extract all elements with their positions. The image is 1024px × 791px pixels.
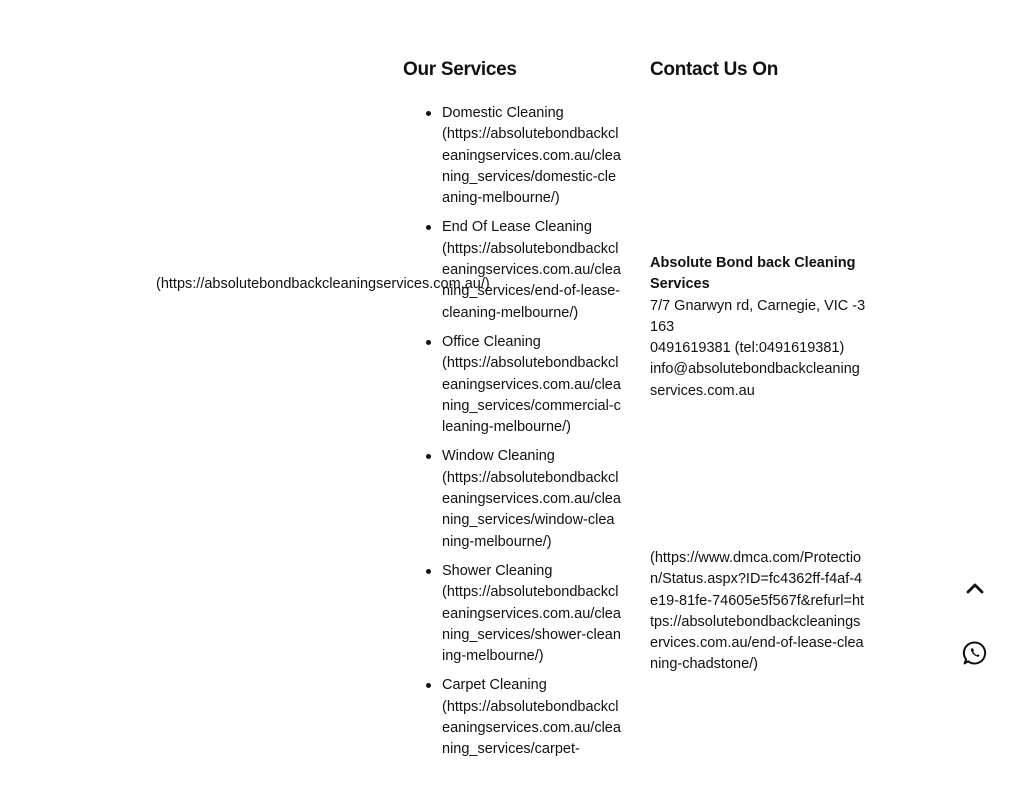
business-name: Absolute Bond back Cleaning Services xyxy=(650,255,856,293)
service-url[interactable]: (https://absolutebondbackcleaningservices.com.au/cleaning_services/commercial-cleaning-melbourne/) xyxy=(442,355,621,436)
service-name[interactable]: Window Cleaning xyxy=(442,448,555,465)
email-link[interactable]: info@absolutebondbackcleaningservices.com.au xyxy=(650,361,860,399)
service-url[interactable]: (https://absolutebondbackcleaningservices.com.au/cleaning_services/carpet- xyxy=(442,698,621,758)
service-item-end-of-lease[interactable] xyxy=(442,217,622,323)
service-item-carpet[interactable] xyxy=(442,675,622,760)
service-name[interactable]: Domestic Cleaning xyxy=(442,105,564,121)
service-url[interactable]: (https://absolutebondbackcleaningservices.com.au/cleaning_services/domestic-cleaning-melbourne/) xyxy=(442,126,621,207)
service-name[interactable]: Carpet Cleaning xyxy=(442,677,547,694)
service-item-domestic[interactable] xyxy=(442,103,622,209)
service-item-shower[interactable] xyxy=(442,561,622,667)
whatsapp-icon xyxy=(962,640,988,666)
services-heading: Our Services xyxy=(403,59,517,80)
chevron-up-icon xyxy=(964,581,986,595)
address: 7/7 Gnarwyn rd, Carnegie, VIC -3163 xyxy=(650,297,866,335)
services-list xyxy=(442,103,622,769)
service-item-office[interactable] xyxy=(442,332,622,438)
contact-details xyxy=(650,253,866,402)
dmca-badge-link[interactable]: (https://www.dmca.com/Protection/Status.aspx?ID=fc4362ff-f4af-4e19-81fe-74605e5f567f&refurl=https://absolutebondbackcleaningservices.com.au/end-of-lease-cleaning-chadstone/) xyxy=(650,550,865,673)
service-url[interactable]: (https://absolutebondbackcleaningservices.com.au/cleaning_services/window-cleaning-melbourne/) xyxy=(442,469,621,550)
whatsapp-button[interactable] xyxy=(960,638,990,668)
service-url[interactable]: (https://absolutebondbackcleaningservices.com.au/cleaning_services/shower-cleaning-melbourne/) xyxy=(442,584,621,665)
contact-heading: Contact Us On xyxy=(650,59,779,80)
scroll-to-top-button[interactable] xyxy=(960,573,990,603)
service-name[interactable]: Office Cleaning xyxy=(442,333,541,350)
phone-link[interactable]: 0491619381 (tel:0491619381) xyxy=(650,340,845,357)
service-item-window[interactable] xyxy=(442,446,622,552)
logo-link[interactable]: (https://absolutebondbackcleaningservices.com.au/) xyxy=(156,276,490,292)
service-name[interactable]: Shower Cleaning xyxy=(442,562,553,579)
service-url[interactable]: (https://absolutebondbackcleaningservices.com.au/cleaning_services/end-of-lease-cleaning-melbourne/) xyxy=(442,240,621,321)
service-name[interactable]: End Of Lease Cleaning xyxy=(442,219,592,236)
